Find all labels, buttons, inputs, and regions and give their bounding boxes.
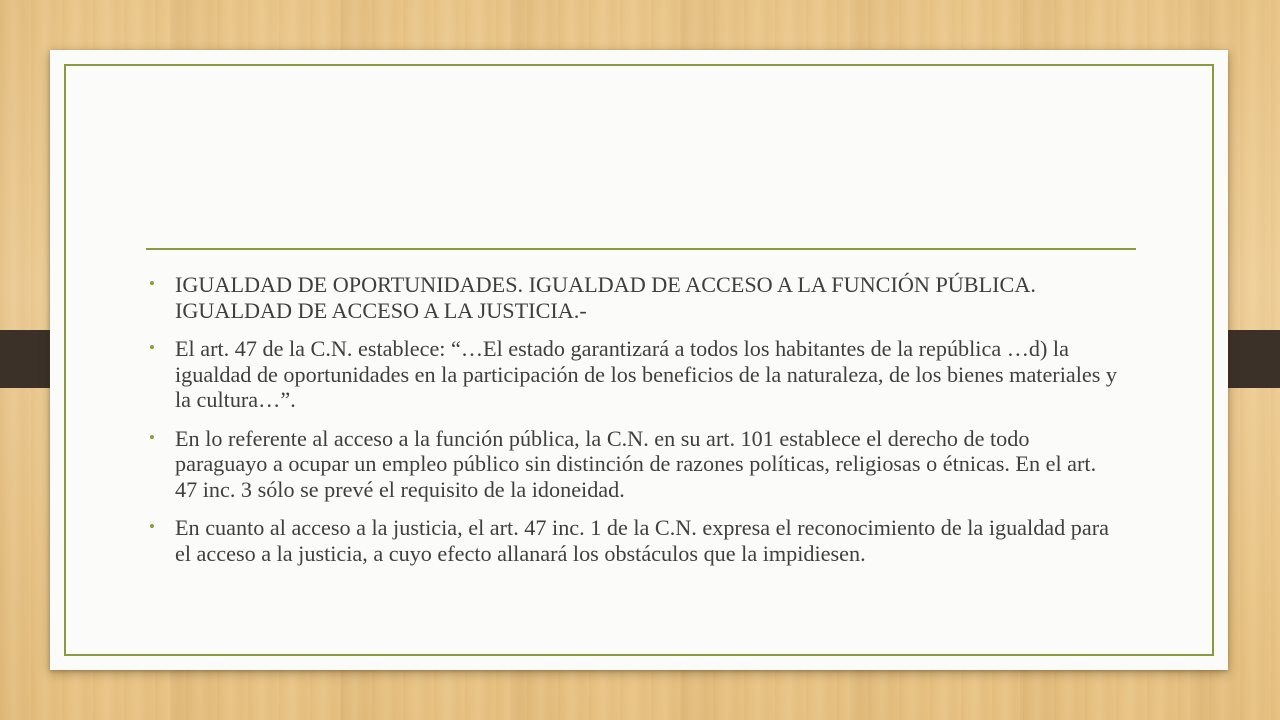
bullet-item-justicia <box>148 515 1123 566</box>
bullet-text: En lo referente al acceso a la función pública, la C.N. en su art. 101 establece el derecho de todo paraguayo a ocupar un empleo público sin distinción de razones políticas, religiosas o étnicas. En el art. 47 inc. 3 sólo se prevé el requisito de la idoneidad. <box>175 425 1097 502</box>
slide-content <box>148 272 1123 579</box>
bullet-item-igualdad <box>148 272 1123 323</box>
bullet-text: El art. 47 de la C.N. establece: “…El estado garantizará a todos los habitantes de la república …d) la igualdad de oportunidades en la participación de los beneficios de la naturaleza, de los bienes materiales y la cultura…”. <box>175 336 1117 412</box>
bullet-text: IGUALDAD DE OPORTUNIDADES. IGUALDAD DE ACCESO A LA FUNCIÓN PÚBLICA. IGUALDAD DE ACCESO A LA JUSTICIA.- <box>175 272 1036 323</box>
bullet-icon: • <box>149 274 155 293</box>
bullet-icon: • <box>149 517 155 536</box>
bullet-item-art-47 <box>148 336 1123 413</box>
bullet-text: En cuanto al acceso a la justicia, el art. 47 inc. 1 de la C.N. expresa el reconocimiento de la igualdad para el acceso a la justicia, a cuyo efecto allanará los obstáculos que la impidiesen. <box>175 515 1109 566</box>
title-divider <box>146 248 1136 250</box>
bullet-icon: • <box>149 427 155 447</box>
bullet-list <box>148 272 1123 566</box>
bullet-icon: • <box>149 338 155 357</box>
bullet-item-funcion-publica <box>148 426 1123 503</box>
